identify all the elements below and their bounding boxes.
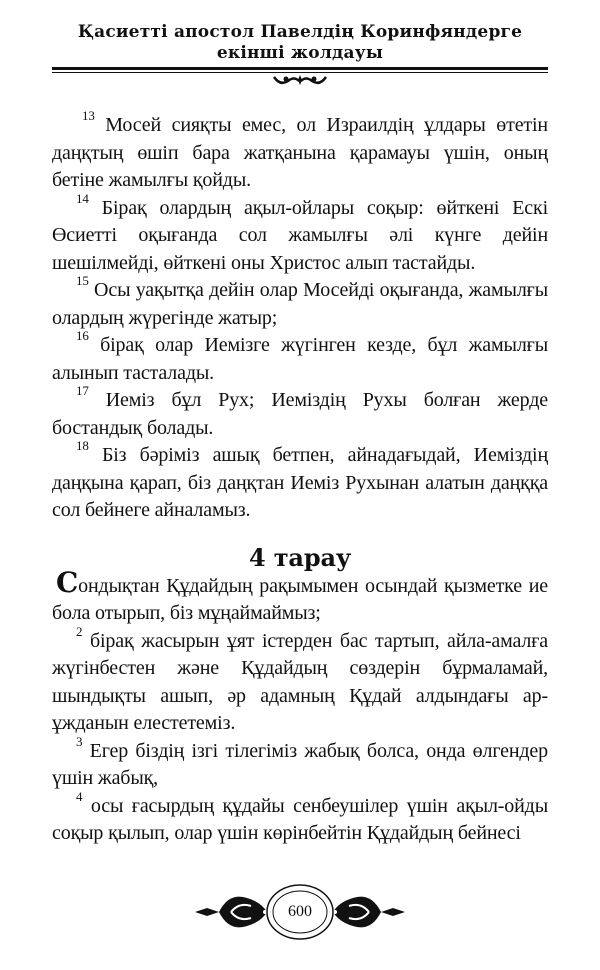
header-rule-thick [52, 67, 548, 70]
verse [52, 328, 548, 387]
verse [52, 108, 548, 195]
verse-text: Біз бәріміз ашық бетпен, айнадағыдай, Иеміздің даңқына қарап, біз даңқтан Иеміз Рухынан алатын даңққа сол бейнеге айналамыз. [52, 444, 548, 521]
verse-number: 4 [76, 788, 83, 804]
verse [52, 438, 548, 525]
chapter-lead-paragraph [52, 565, 548, 628]
header-title-line1: Қасиетті апостол Павелдің Коринфяндерге [77, 22, 523, 42]
page-number: 600 [288, 903, 312, 920]
verse-number: 3 [76, 733, 83, 749]
verse-text: Иеміз бұл Рух; Иеміздің Рухы болған жерде бостандық болады. [52, 389, 548, 439]
verse-number: 13 [82, 108, 95, 123]
chapter-heading: 4 тарау [248, 542, 352, 572]
verse [52, 383, 548, 442]
verse-number: 14 [76, 190, 89, 206]
verse-text: бірақ олар Иемізге жүгінген кезде, бұл жамылғы алынып тасталады. [52, 334, 548, 384]
verse-text: Мосей сияқты емес, ол Израилдің ұлдары өтетін даңқтың өшіп бара жатқанына қарамауы үшін, оның бетіне жамылғы қойды. [52, 114, 548, 191]
verse [52, 190, 548, 278]
running-header [0, 22, 600, 64]
verse-text: Осы уақытқа дейін олар Мосейді оқығанда, жамылғы олардың жүрегінде жатыр; [52, 279, 548, 329]
verse-number: 16 [76, 328, 89, 343]
verse [52, 623, 548, 738]
page-body [52, 108, 548, 848]
verse-number: 15 [76, 273, 89, 288]
verse-text: ондықтан Құдайдың рақымымен осындай қызметке ие бола отырып, біз мұңаймаймыз; [52, 574, 548, 624]
verse-text: осы ғасырдың құдайы сенбеушілер үшін ақыл-ойды соқыр қылып, олар үшін көрінбейтін Құдайдың бейнесі [52, 794, 548, 844]
header-ornament-icon [272, 73, 328, 87]
verse [52, 273, 548, 332]
header-title-line2: екінші жолдауы [216, 43, 384, 63]
verse-text: Егер біздің ізгі тілегіміз жабық болса, онда өлгендер үшін жабық, [52, 739, 548, 789]
verse-text: Бірақ олардың ақыл-ойлары соқыр: өйткені Ескі Өсиетті оқығанда сол жамылғы әлі күнге дейін шешілмейді, өйткені оны Христос алып тастайды. [52, 196, 548, 274]
verse-number: 18 [76, 438, 89, 453]
verse-number: 17 [76, 383, 89, 398]
verse [52, 733, 548, 793]
verse-number: 2 [76, 623, 83, 639]
verse-text: бірақ жасырын ұят істерден бас тартып, айла-амалға жүгінбестен және Құдайдың сөздерін бұрмаламай, шындықты ашып, әр адамның Құдай алдындағы ар-ұжданын елестетеміз. [52, 629, 548, 734]
verse [52, 788, 548, 848]
drop-cap: С [56, 565, 79, 599]
page-number-footer [195, 884, 405, 940]
